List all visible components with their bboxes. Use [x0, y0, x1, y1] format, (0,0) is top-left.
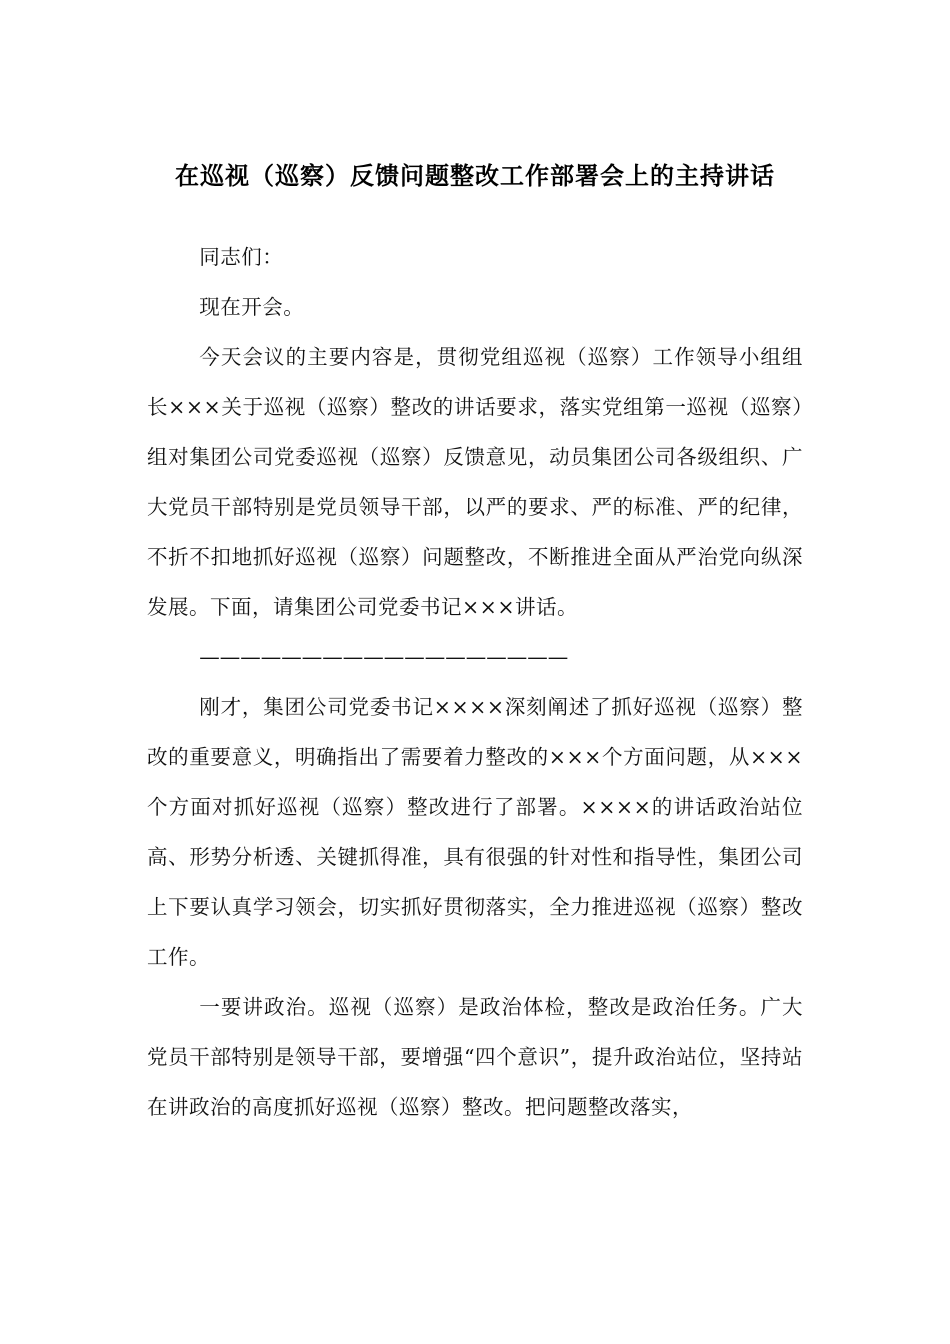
document-title: 在巡视（巡察）反馈问题整改工作部署会上的主持讲话 — [175, 161, 775, 190]
section-separator: —————————————————— — [199, 645, 569, 669]
salutation-paragraph: 同志们： — [199, 245, 284, 269]
agenda-paragraph: 今天会议的主要内容是，贯彻党组巡视（巡察）工作领导小组组长×××关于巡视（巡察）整改的讲话要求，落实党组第一巡视（巡察）组对集团公司党委巡视（巡察）反馈意见，动员集团公司各级组织、广大党员干部特别是党员领导干部，以严的要求、严的标准、严的纪律，不折不扣地抓好巡视（巡察）问题整改，不断推进全面从严治党向纵深发展。下面，请集团公司党委书记×××讲话。 — [147, 345, 803, 619]
document-body — [147, 232, 803, 1132]
opening-paragraph: 现在开会。 — [199, 295, 305, 319]
politics-paragraph: 一要讲政治。巡视（巡察）是政治体检，整改是政治任务。广大党员干部特别是领导干部，要增强“四个意识”，提升政治站位，坚持站在讲政治的高度抓好巡视（巡察）整改。把问题整改落实， — [147, 995, 803, 1119]
summary-paragraph: 刚才，集团公司党委书记××××深刻阐述了抓好巡视（巡察）整改的重要意义，明确指出了需要着力整改的×××个方面问题，从×××个方面对抓好巡视（巡察）整改进行了部署。××××的讲话政治站位高、形势分析透、关键抓得准，具有很强的针对性和指导性，集团公司上下要认真学习领会，切实抓好贯彻落实，全力推进巡视（巡察）整改工作。 — [147, 695, 803, 969]
